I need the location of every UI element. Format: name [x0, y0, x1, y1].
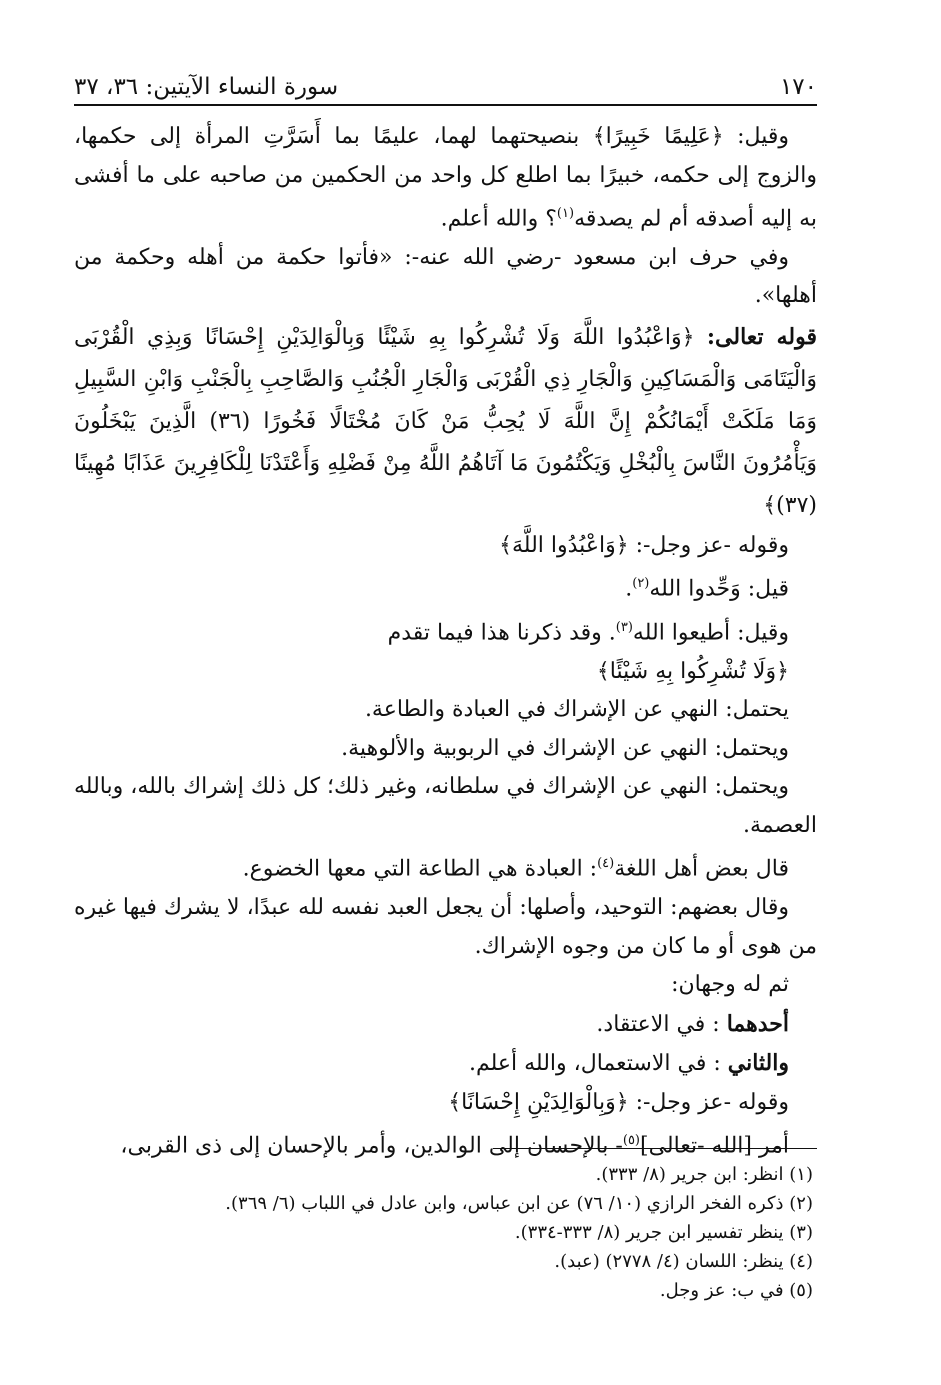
paragraph: وقيل: أطيعوا الله$^{(٣)}$. وقد ذكرنا هذا فيما تقدم — [387, 620, 789, 646]
paragraph: ﴿وَلَا تُشْرِكُوا بِهِ شَيْئًا﴾ — [596, 658, 789, 684]
paragraph: قال بعض أهل اللغة$^{(٤)}$: العبادة هي الطاعة التي معها الخضوع. — [242, 856, 789, 882]
footnote: (٢) ذكره الفخر الرازي (١٠/ ٧٦) عن ابن عباس، وابن عادل في اللباب (٦/ ٣٦٩). — [225, 1193, 813, 1214]
paragraph: ويحتمل: النهي عن الإشراك في سلطانه، وغير ذلك؛ كل ذلك إشراك بالله، وبالله العصمة. — [74, 774, 817, 838]
paragraph: ويحتمل: النهي عن الإشراك في الربوبية والألوهية. — [341, 735, 789, 761]
paragraph: وقوله -عز وجل-: ﴿وَاعْبُدُوا اللَّهَ﴾ — [499, 532, 789, 558]
verse-label: قوله تعالى: — [706, 323, 818, 350]
running-title: سورة النساء الآيتين: ٣٦، ٣٧ — [74, 74, 339, 100]
verse-text: ﴿وَاعْبُدُوا اللَّهَ وَلَا تُشْرِكُوا بِهِ شَيْئًا وَبِالْوَالِدَيْنِ إِحْسَانًا وَبِذِي الْقُرْبَى وَالْيَتَامَى وَالْمَسَاكِينِ وَالْجَارِ ذِي الْقُرْبَى وَالْجَارِ الْجُنُبِ وَالصَّاحِبِ بِالْجَنْبِ وَابْنِ السَّبِيلِ وَمَا مَلَكَتْ أَيْمَانُكُمْ إِنَّ اللَّهَ لَا يُحِبُّ مَنْ كَانَ مُخْتَالًا فَخُورًا (٣٦) الَّذِينَ يَبْخَلُونَ وَيَأْمُرُونَ النَّاسَ بِالْبُخْلِ وَيَكْتُمُونَ مَا آتَاهُمُ اللَّهُ مِنْ فَضْلِهِ وَأَعْتَدْنَا لِلْكَافِرِينَ عَذَابًا مُهِينًا (٣٧)﴾ — [74, 324, 817, 518]
paragraph: يحتمل: النهي عن الإشراك في العبادة والطاعة. — [364, 697, 789, 723]
footnote: (٤) ينظر: اللسان (٤/ ٢٧٧٨) (عبد). — [554, 1251, 813, 1272]
footnote: (٣) ينظر تفسير ابن جرير (٨/ ٣٣٣-٣٣٤). — [514, 1222, 813, 1243]
footnote-ref[interactable]: (٥) — [622, 1133, 640, 1149]
paragraph: قيل: وَحِّدوا الله$^{(٢)}$. — [625, 576, 789, 602]
footnote: (١) انظر: ابن جرير (٨/ ٣٣٣). — [595, 1164, 813, 1185]
paragraph: وقوله -عز وجل-: ﴿وَبِالْوَالِدَيْنِ إِحْسَانًا﴾ — [448, 1089, 789, 1115]
paragraph: أحدهما : في الاعتقاد. — [596, 1010, 789, 1037]
footnote-ref[interactable]: (١) — [556, 206, 575, 221]
paragraph: أمر [الله -تعالى]$^{(٥)}$- بالإحسان إلى الوالدين، وأمر بالإحسان إلى ذى القربى، — [120, 1133, 789, 1159]
quran-verse — [74, 316, 817, 527]
footnote: (٥) في ب: عز وجل. — [659, 1280, 813, 1301]
page-number: ١٧٠ — [779, 74, 817, 100]
paragraph: وقيل: ﴿عَلِيمًا خَبِيرًا﴾ بنصيحتهما لهما، عليمًا بما أَسَرَّتِ المرأة إلى حكمها، والزوج إلى حكمه، خبيرًا بما اطلع كل واحد من الحكمين من صاحبه على ما أفشى به إليه أصدقه أم لم يصدقه$^{(١)}$؟ والله أعلم. — [74, 124, 817, 232]
page-header — [74, 60, 817, 106]
paragraph: وقال بعضهم: التوحيد، وأصلها: أن يجعل العبد نفسه لله عبدًا، لا يشرك فيها غيره من هوى أو ما كان من وجوه الإشراك. — [74, 895, 817, 959]
main-text — [74, 118, 817, 1166]
paragraph: وفي حرف ابن مسعود -رضي الله عنه-: «فأتوا حكمة من أهله وحكمة من أهلها». — [74, 244, 817, 309]
footnote-ref[interactable]: (٤) — [597, 856, 615, 872]
paragraph: والثاني : في الاستعمال، والله أعلم. — [468, 1050, 789, 1077]
footnote-separator — [493, 1148, 817, 1149]
paragraph: ثم له وجهان: — [671, 972, 789, 998]
footnote-ref[interactable]: (٣) — [615, 620, 633, 636]
footnotes — [74, 1160, 817, 1305]
footnote-ref[interactable]: (٢) — [632, 576, 650, 592]
